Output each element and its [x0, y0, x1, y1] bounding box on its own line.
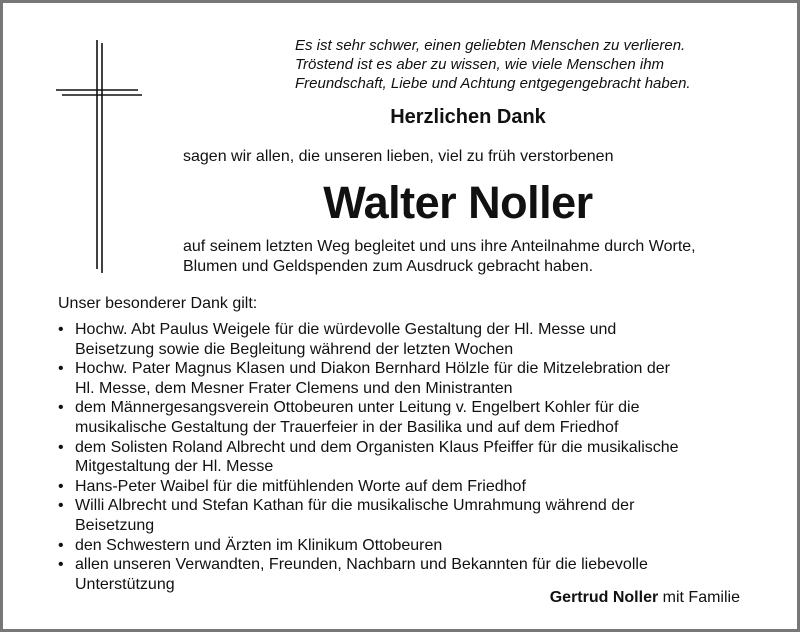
bullet-icon: • [58, 556, 64, 574]
list-item-line: dem Solisten Roland Albrecht und dem Organisten Klaus Pfeiffer für die musikalische [75, 438, 679, 456]
list-item [58, 477, 778, 497]
list-item-line: den Schwestern und Ärzten im Klinikum Ottobeuren [75, 536, 443, 554]
list-item-line: Hl. Messe, dem Mesner Frater Clemens und den Ministranten [75, 379, 513, 397]
acknowledgement-line: auf seinem letzten Weg begleitet und uns ihre Anteilnahme durch Worte, [183, 238, 696, 255]
signature [550, 589, 740, 607]
thanks-list [58, 320, 778, 594]
bullet-icon: • [58, 497, 64, 515]
signature-name: Gertrud Noller [549, 589, 659, 606]
list-item-line: dem Männergesangsverein Ottobeuren unter Leitung v. Engelbert Kohler für die [75, 399, 640, 417]
signature-suffix: mit Familie [662, 589, 740, 606]
list-item-line: Mitgestaltung der Hl. Messe [75, 458, 274, 476]
list-item-line: Willi Albrecht und Stefan Kathan für die musikalische Umrahmung während der [75, 497, 635, 515]
bullet-icon: • [58, 536, 64, 554]
list-item-line: Hochw. Pater Magnus Klasen und Diakon Bernhard Hölzle für die Mitzelebration der [75, 360, 670, 378]
list-item-line: Hochw. Abt Paulus Weigele für die würdevolle Gestaltung der Hl. Messe und [75, 321, 617, 338]
quote-line: Es ist sehr schwer, einen geliebten Menschen zu verlieren. [295, 37, 686, 54]
list-item [58, 320, 778, 359]
list-item [58, 398, 778, 437]
quote-line: Tröstend ist es aber zu wissen, wie viele Menschen ihm [295, 56, 665, 73]
acknowledgement-line: Blumen und Geldspenden zum Ausdruck gebracht haben. [183, 258, 594, 275]
list-item-line: Unterstützung [75, 575, 175, 593]
list-item-line: Hans-Peter Waibel für die mitfühlenden Worte auf dem Friedhof [75, 477, 526, 495]
list-item-line: Beisetzung [75, 516, 155, 534]
memorial-quote [295, 36, 765, 93]
acknowledgement-text [183, 237, 696, 277]
list-item-line: musikalische Gestaltung der Trauerfeier in der Basilika und auf dem Friedhof [75, 418, 619, 436]
quote-line: Freundschaft, Liebe und Achtung entgegengebracht haben. [295, 75, 691, 92]
bullet-icon: • [58, 477, 64, 495]
bullet-icon: • [58, 399, 64, 417]
list-item-line: allen unseren Verwandten, Freunden, Nachbarn und Bekannten für die liebevolle [75, 556, 648, 574]
thanks-heading: Herzlichen Dank [390, 106, 546, 128]
list-item-line: Beisetzung sowie die Begleitung während der letzten Wochen [75, 340, 514, 358]
bullet-icon: • [58, 360, 64, 378]
list-item [58, 496, 778, 535]
intro-text: sagen wir allen, die unseren lieben, viel zu früh verstorbenen [183, 148, 614, 165]
deceased-name: Walter Noller [323, 177, 593, 228]
bullet-icon: • [58, 438, 64, 456]
list-item [58, 438, 778, 477]
special-thanks-label: Unser besonderer Dank gilt: [58, 295, 258, 312]
list-item [58, 359, 778, 398]
list-item [58, 536, 778, 556]
bullet-icon: • [58, 321, 64, 338]
